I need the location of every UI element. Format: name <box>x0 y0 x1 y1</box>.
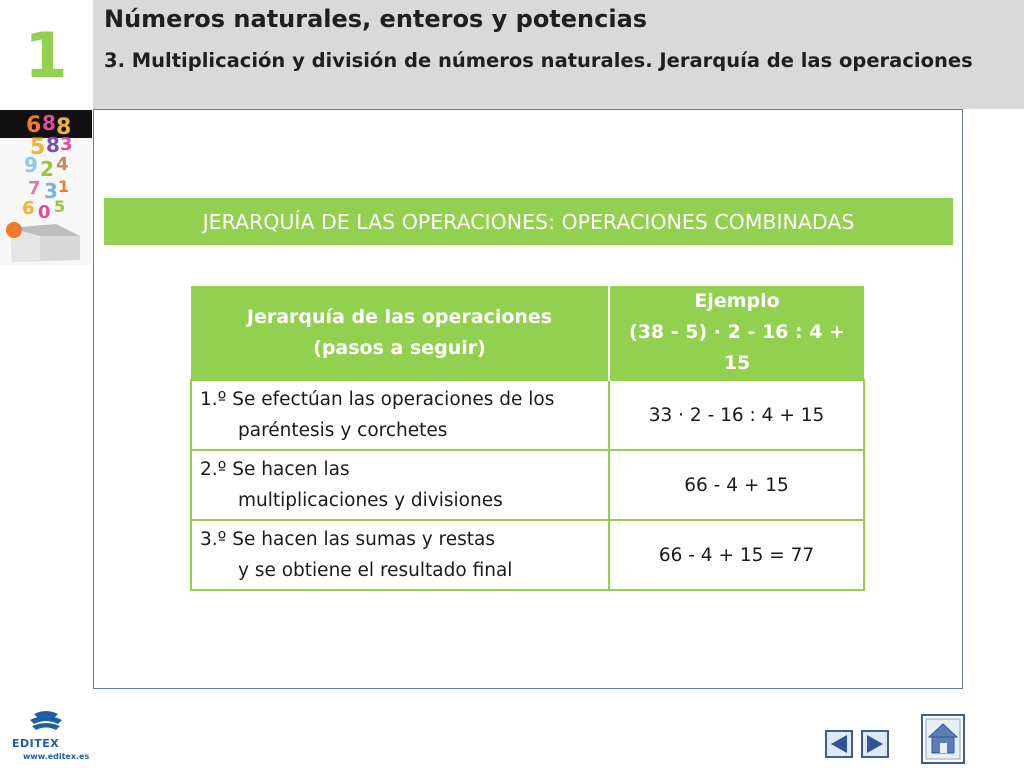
step-line2: y se obtiene el resultado final <box>238 560 513 581</box>
svg-text:8: 8 <box>56 115 72 140</box>
header-steps-line2: (pasos a seguir) <box>313 336 486 359</box>
step-cell <box>191 450 609 520</box>
svg-text:3: 3 <box>60 134 73 155</box>
svg-text:6: 6 <box>26 113 42 138</box>
page-title: Números naturales, enteros y potencias <box>104 5 648 33</box>
table-row <box>191 520 864 590</box>
svg-text:8: 8 <box>46 133 60 157</box>
svg-text:0: 0 <box>38 202 51 223</box>
svg-text:8: 8 <box>42 111 56 135</box>
example-cell: 66 - 4 + 15 <box>609 450 864 520</box>
svg-text:3: 3 <box>44 179 58 203</box>
svg-text:1: 1 <box>58 177 70 196</box>
step-line2: paréntesis y corchetes <box>238 420 448 441</box>
svg-text:2: 2 <box>40 157 54 181</box>
svg-text:6: 6 <box>22 198 35 219</box>
page-subtitle: 3. Multiplicación y división de números naturales. Jerarquía de las operaciones <box>104 49 973 72</box>
editex-brand: EDITEX <box>12 737 60 750</box>
svg-text:5: 5 <box>30 135 46 160</box>
table-row <box>191 380 864 450</box>
svg-text:5: 5 <box>54 197 66 216</box>
example-cell: 66 - 4 + 15 = 77 <box>609 520 864 590</box>
svg-text:9: 9 <box>24 153 38 177</box>
chapter-number: 1 <box>24 19 68 92</box>
step-line1: 2.º Se hacen las <box>200 459 350 480</box>
home-icon[interactable] <box>921 714 965 764</box>
header-steps-line1: Jerarquía de las operaciones <box>246 305 553 328</box>
step-line2: multiplicaciones y divisiones <box>238 490 503 511</box>
editex-url: www.editex.es <box>23 752 90 761</box>
header-example-line1: Ejemplo <box>694 290 780 312</box>
svg-text:4: 4 <box>56 154 69 175</box>
example-cell: 33 · 2 - 16 : 4 + 15 <box>609 380 864 450</box>
hierarchy-table <box>190 286 865 591</box>
table-header-row <box>191 286 864 380</box>
table-row <box>191 450 864 520</box>
header-example-line2: (38 - 5) · 2 - 16 : 4 + 15 <box>629 321 845 374</box>
table-header-steps <box>191 286 609 380</box>
arrow-left-icon[interactable] <box>825 730 853 758</box>
arrow-right-icon[interactable] <box>861 730 889 758</box>
step-cell <box>191 380 609 450</box>
step-cell <box>191 520 609 590</box>
table-header-example <box>609 286 864 380</box>
step-line1: 3.º Se hacen las sumas y restas <box>200 529 495 550</box>
numbers-illustration <box>0 110 92 265</box>
section-banner: JERARQUÍA DE LAS OPERACIONES: OPERACIONES COMBINADAS <box>104 198 953 245</box>
step-line1: 1.º Se efectúan las operaciones de los <box>200 389 555 410</box>
svg-text:7: 7 <box>28 178 41 199</box>
